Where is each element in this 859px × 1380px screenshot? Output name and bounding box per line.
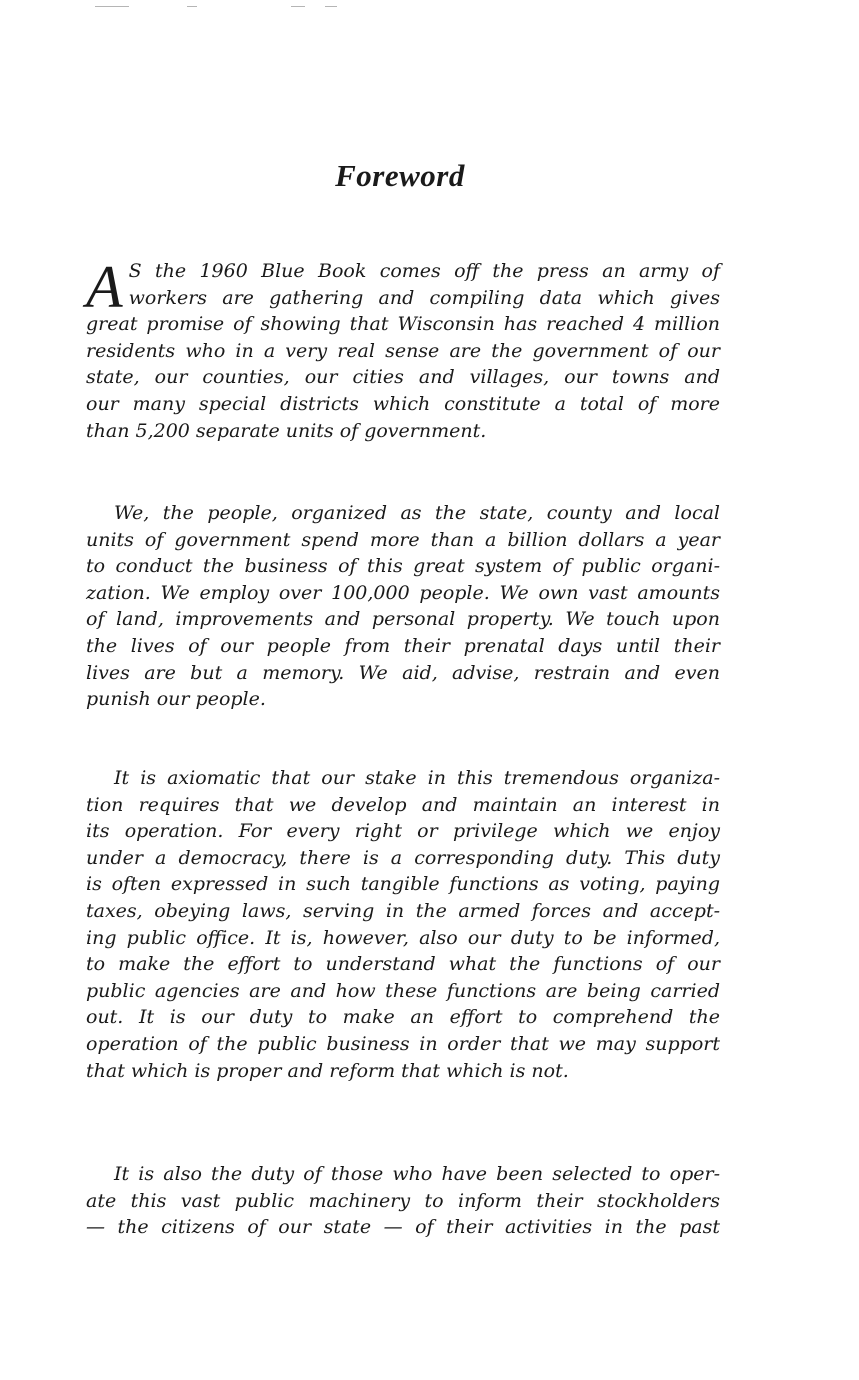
paragraph-line: that which is proper and reform that which is not. xyxy=(86,1059,569,1082)
paragraph-2 xyxy=(86,500,720,713)
paragraph-line: out. It is our duty to make an effort to comprehend the xyxy=(86,1006,720,1029)
paragraph-line: lives are but a memory. We aid, advise, restrain and even xyxy=(86,661,720,684)
paragraph-line: operation of the public business in order that we may support xyxy=(86,1032,720,1055)
paragraph-line: punish our people. xyxy=(86,688,266,711)
paragraph-line: It is axiomatic that our stake in this tremendous organiza- xyxy=(114,767,720,789)
paragraph-line: its operation. For every right or privilege which we enjoy xyxy=(86,820,720,843)
scan-artifact-marks xyxy=(95,6,345,10)
paragraph-line: — the citizens of our state — of their activities in the past xyxy=(86,1216,720,1239)
paragraph-line: residents who in a very real sense are the government of our xyxy=(86,339,720,362)
paragraph-3 xyxy=(86,765,720,1084)
paragraph-line: great promise of showing that Wisconsin has reached 4 million xyxy=(86,313,720,336)
paragraph-line: our many special districts which constitute a total of more xyxy=(86,392,720,415)
paragraph-line: ing public office. It is, however, also our duty to be informed, xyxy=(86,926,720,949)
paragraph-line: state, our counties, our cities and villages, our towns and xyxy=(86,366,720,389)
paragraph-4 xyxy=(86,1161,720,1241)
paragraph-line: ate this vast public machinery to inform their stockholders xyxy=(86,1189,720,1212)
page-title: Foreword xyxy=(335,158,465,193)
paragraph-line: the lives of our people from their prenatal days until their xyxy=(86,634,720,657)
paragraph-line: taxes, obeying laws, serving in the armed forces and accept- xyxy=(86,899,720,922)
paragraph-line: workers are gathering and compiling data which gives xyxy=(128,286,720,309)
paragraph-line: public agencies are and how these functions are being carried xyxy=(86,979,720,1002)
paragraph-line: is often expressed in such tangible functions as voting, paying xyxy=(86,873,720,896)
paragraph-line: It is also the duty of those who have been selected to oper- xyxy=(114,1163,720,1185)
paragraph-line: to conduct the business of this great system of public organi- xyxy=(86,555,720,578)
drop-cap: A xyxy=(86,254,123,320)
paragraph-line: units of government spend more than a billion dollars a year xyxy=(86,528,720,551)
paragraph-line: S the 1960 Blue Book comes off the press an army of xyxy=(128,260,720,282)
paragraph-line: tion requires that we develop and maintain an interest in xyxy=(86,793,720,816)
paragraph-line: than 5,200 separate units of government. xyxy=(86,419,487,442)
paragraph-line: under a democracy, there is a corresponding duty. This duty xyxy=(86,846,720,869)
paragraph-line: of land, improvements and personal property. We touch upon xyxy=(86,608,720,631)
paragraph-line: We, the people, organized as the state, county and local xyxy=(114,502,720,524)
paragraph-line: zation. We employ over 100,000 people. We own vast amounts xyxy=(86,581,720,604)
paragraph-line: to make the effort to understand what the functions of our xyxy=(86,953,720,976)
paragraph-1 xyxy=(86,254,720,444)
